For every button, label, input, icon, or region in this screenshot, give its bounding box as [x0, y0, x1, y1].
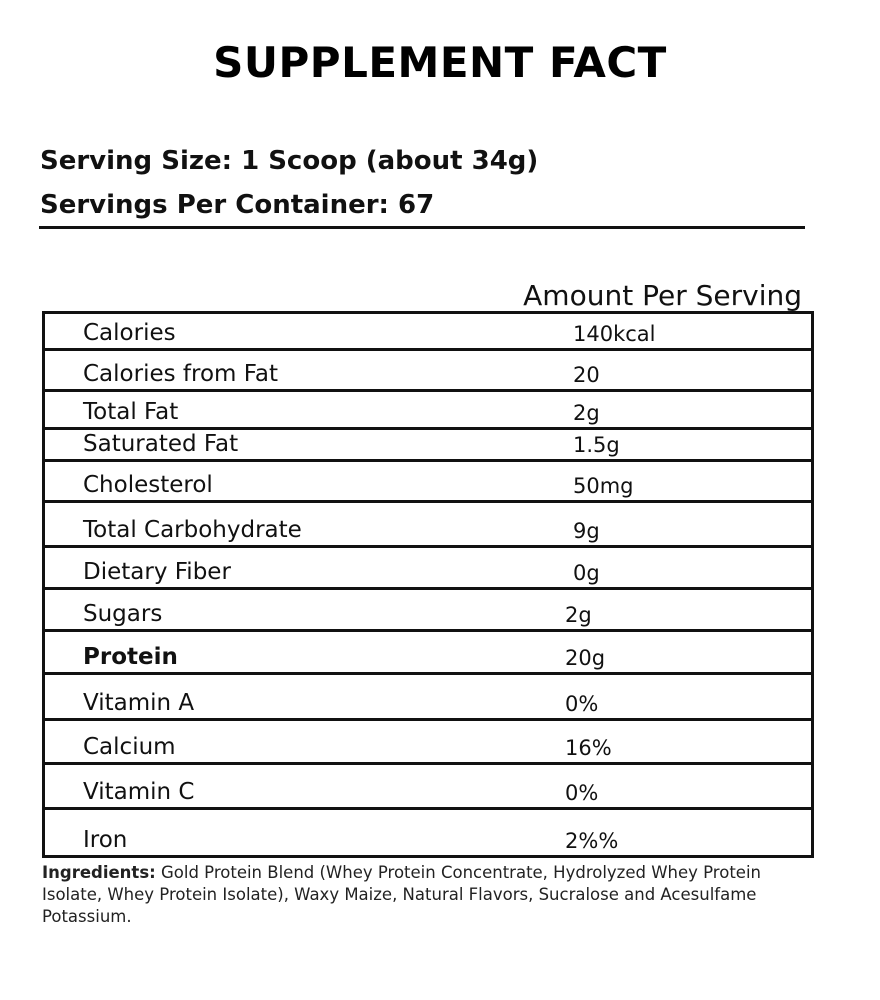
fact-row — [45, 721, 811, 765]
fact-value: 140kcal — [573, 322, 656, 346]
fact-name: Sugars — [83, 601, 163, 627]
fact-row — [45, 430, 811, 462]
fact-value: 50mg — [573, 474, 634, 498]
fact-value: 9g — [573, 519, 600, 543]
ingredients-label: Ingredients: — [42, 863, 156, 882]
fact-name: Total Fat — [83, 399, 179, 425]
fact-value: 0% — [565, 692, 599, 716]
divider — [39, 226, 805, 229]
fact-row — [45, 675, 811, 721]
servings-per-container: Servings Per Container: 67 — [40, 190, 435, 220]
amount-per-serving-header: Amount Per Serving — [523, 279, 802, 312]
fact-row — [45, 632, 811, 675]
fact-value: 20g — [565, 646, 606, 670]
ingredients — [42, 862, 812, 928]
fact-name: Calories from Fat — [83, 361, 278, 387]
fact-name: Vitamin C — [83, 779, 195, 805]
serving-size: Serving Size: 1 Scoop (about 34g) — [40, 146, 539, 176]
fact-name: Cholesterol — [83, 472, 213, 498]
fact-row — [45, 503, 811, 548]
fact-row — [45, 765, 811, 810]
fact-name: Dietary Fiber — [83, 559, 231, 585]
fact-row — [45, 351, 811, 392]
fact-row — [45, 810, 811, 855]
fact-row — [45, 462, 811, 503]
fact-name: Calcium — [83, 734, 176, 760]
fact-name: Iron — [83, 827, 128, 853]
fact-value: 0% — [565, 781, 599, 805]
fact-value: 16% — [565, 736, 612, 760]
fact-name: Vitamin A — [83, 690, 195, 716]
ingredients-text: Gold Protein Blend (Whey Protein Concentrate, Hydrolyzed Whey Protein Isolate, Whey Protein Isolate), Waxy Maize, Natural Flavors, Sucralose and Acesulfame Potassium. — [42, 863, 761, 926]
fact-value: 20 — [573, 363, 600, 387]
fact-name: Protein — [83, 644, 178, 670]
fact-value: 2%% — [565, 829, 619, 853]
fact-value: 0g — [573, 561, 600, 585]
fact-row — [45, 314, 811, 351]
fact-value: 2g — [573, 401, 600, 425]
fact-row — [45, 392, 811, 430]
fact-row — [45, 590, 811, 632]
fact-value: 2g — [565, 603, 592, 627]
fact-value: 1.5g — [573, 433, 620, 457]
page-title: SUPPLEMENT FACT — [213, 38, 667, 87]
fact-row — [45, 548, 811, 590]
fact-name: Total Carbohydrate — [83, 517, 302, 543]
fact-name: Saturated Fat — [83, 431, 239, 457]
fact-name: Calories — [83, 320, 176, 346]
nutrition-facts-table — [42, 311, 814, 858]
